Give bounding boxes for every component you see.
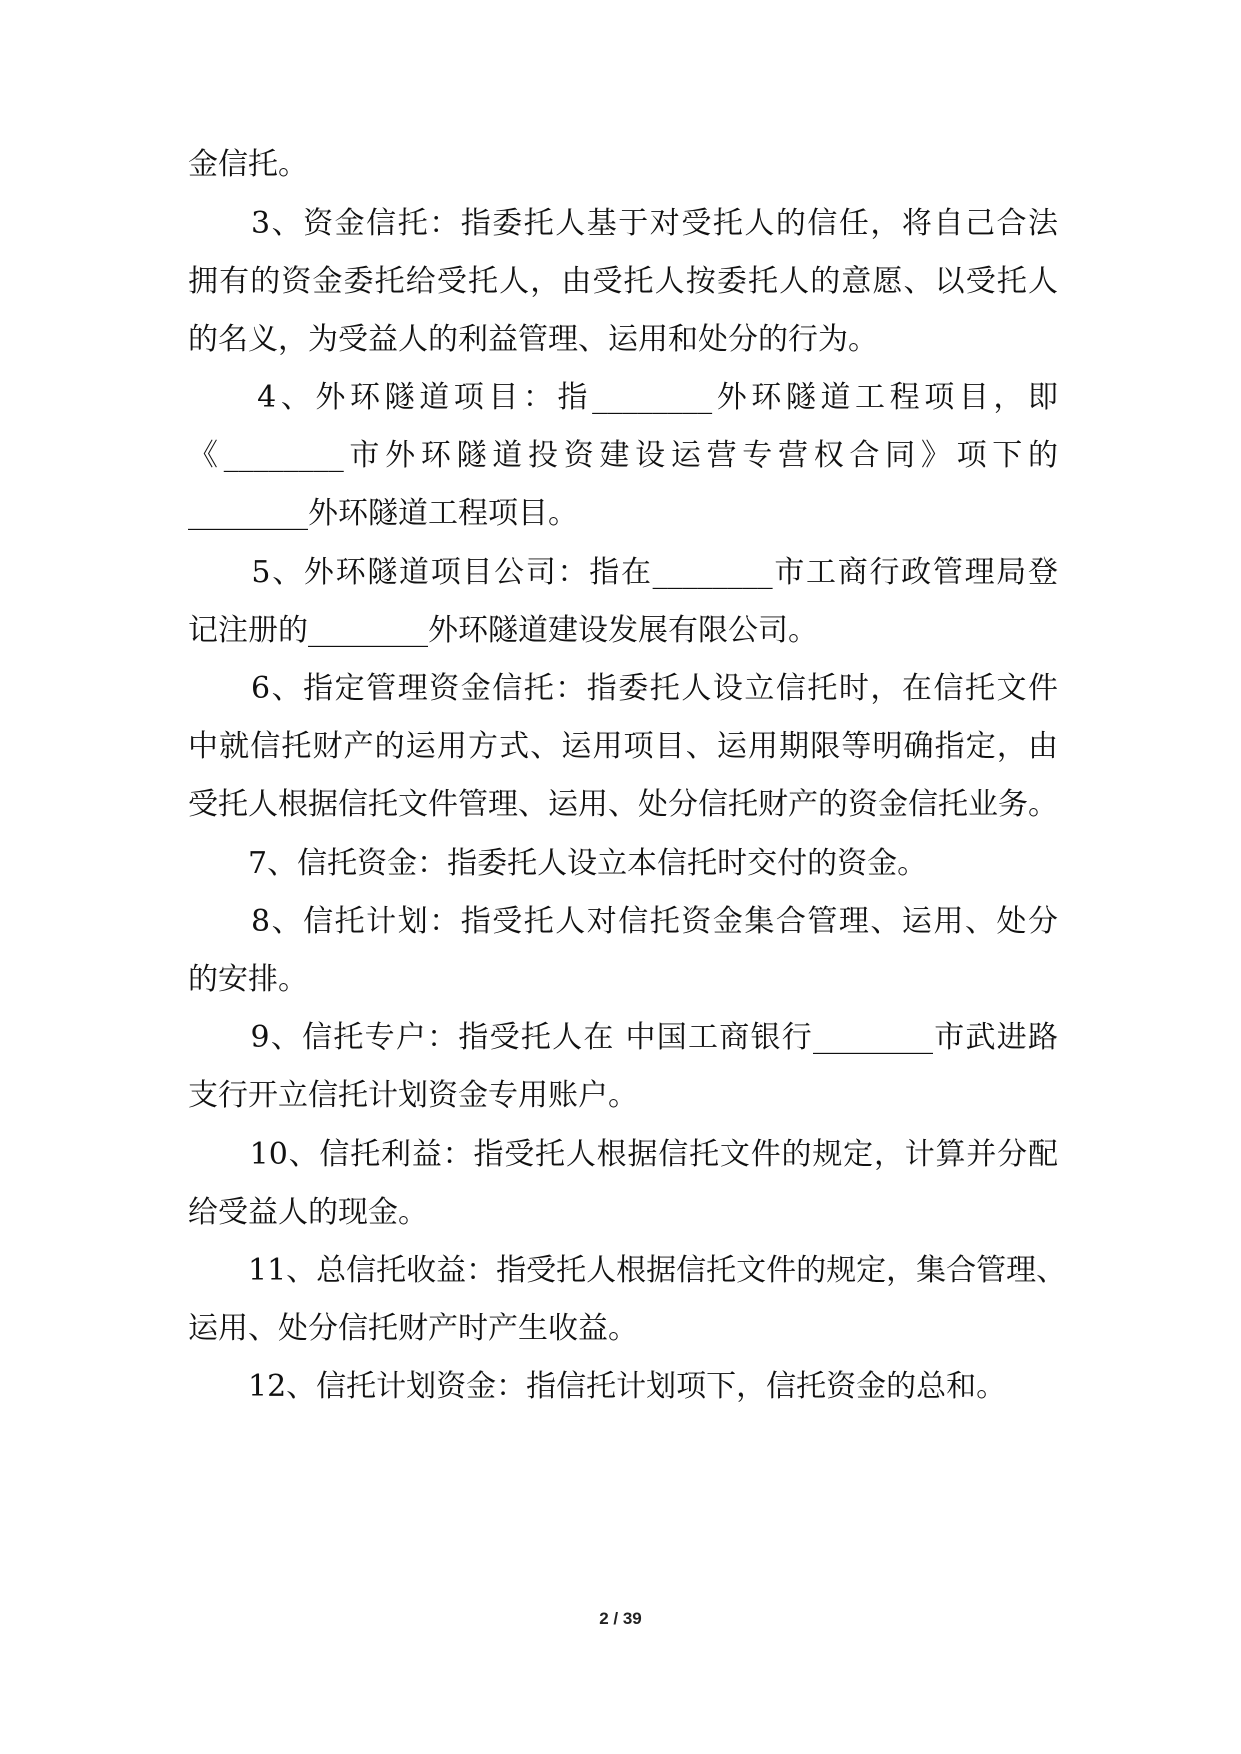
text-line-10: 6、指定管理资金信托：指委托人设立信托时，在信托文件 [188,671,1058,706]
text-line-11: 中就信托财产的运用方式、运用项目、运用期限等明确指定，由 [188,729,1058,764]
text-line-18: 10、信托利益：指受托人根据信托文件的规定，计算并分配 [188,1137,1058,1172]
text-line-21: 运用、处分信托财产时产生收益。 [188,1311,638,1346]
text-line-15: 的安排。 [188,962,308,997]
text-line-6: 《________市外环隧道投资建设运营专营权合同》项下的 [188,438,1058,473]
page-number: 2 / 39 [599,1609,642,1628]
text-line-4: 的名义，为受益人的利益管理、运用和处分的行为。 [188,322,878,357]
text-line-13: 7、信托资金：指委托人设立本信托时交付的资金。 [188,846,928,881]
text-line-8: 5、外环隧道项目公司：指在________市工商行政管理局登 [188,555,1058,590]
text-line-7: ________外环隧道工程项目。 [188,496,578,531]
text-line-16: 9、信托专户：指受托人在 中国工商银行________市武进路 [188,1020,1058,1055]
text-line-22: 12、信托计划资金：指信托计划项下，信托资金的总和。 [188,1369,1007,1404]
text-line-2: 3、资金信托：指委托人基于对受托人的信任，将自己合法 [188,206,1058,241]
text-line-14: 8、信托计划：指受托人对信托资金集合管理、运用、处分 [188,904,1058,939]
text-line-12: 受托人根据信托文件管理、运用、处分信托财产的资金信托业务。 [188,787,1058,822]
text-line-17: 支行开立信托计划资金专用账户。 [188,1078,638,1113]
text-line-3: 拥有的资金委托给受托人，由受托人按委托人的意愿、以受托人 [188,264,1058,299]
text-line-9: 记注册的________外环隧道建设发展有限公司。 [188,613,818,648]
text-line-1: 金信托。 [188,147,308,182]
text-line-19: 给受益人的现金。 [188,1195,428,1230]
text-line-5: 4、外环隧道项目：指________外环隧道工程项目，即 [188,380,1058,415]
text-line-20: 11、总信托收益：指受托人根据信托文件的规定，集合管理、 [188,1253,1067,1288]
